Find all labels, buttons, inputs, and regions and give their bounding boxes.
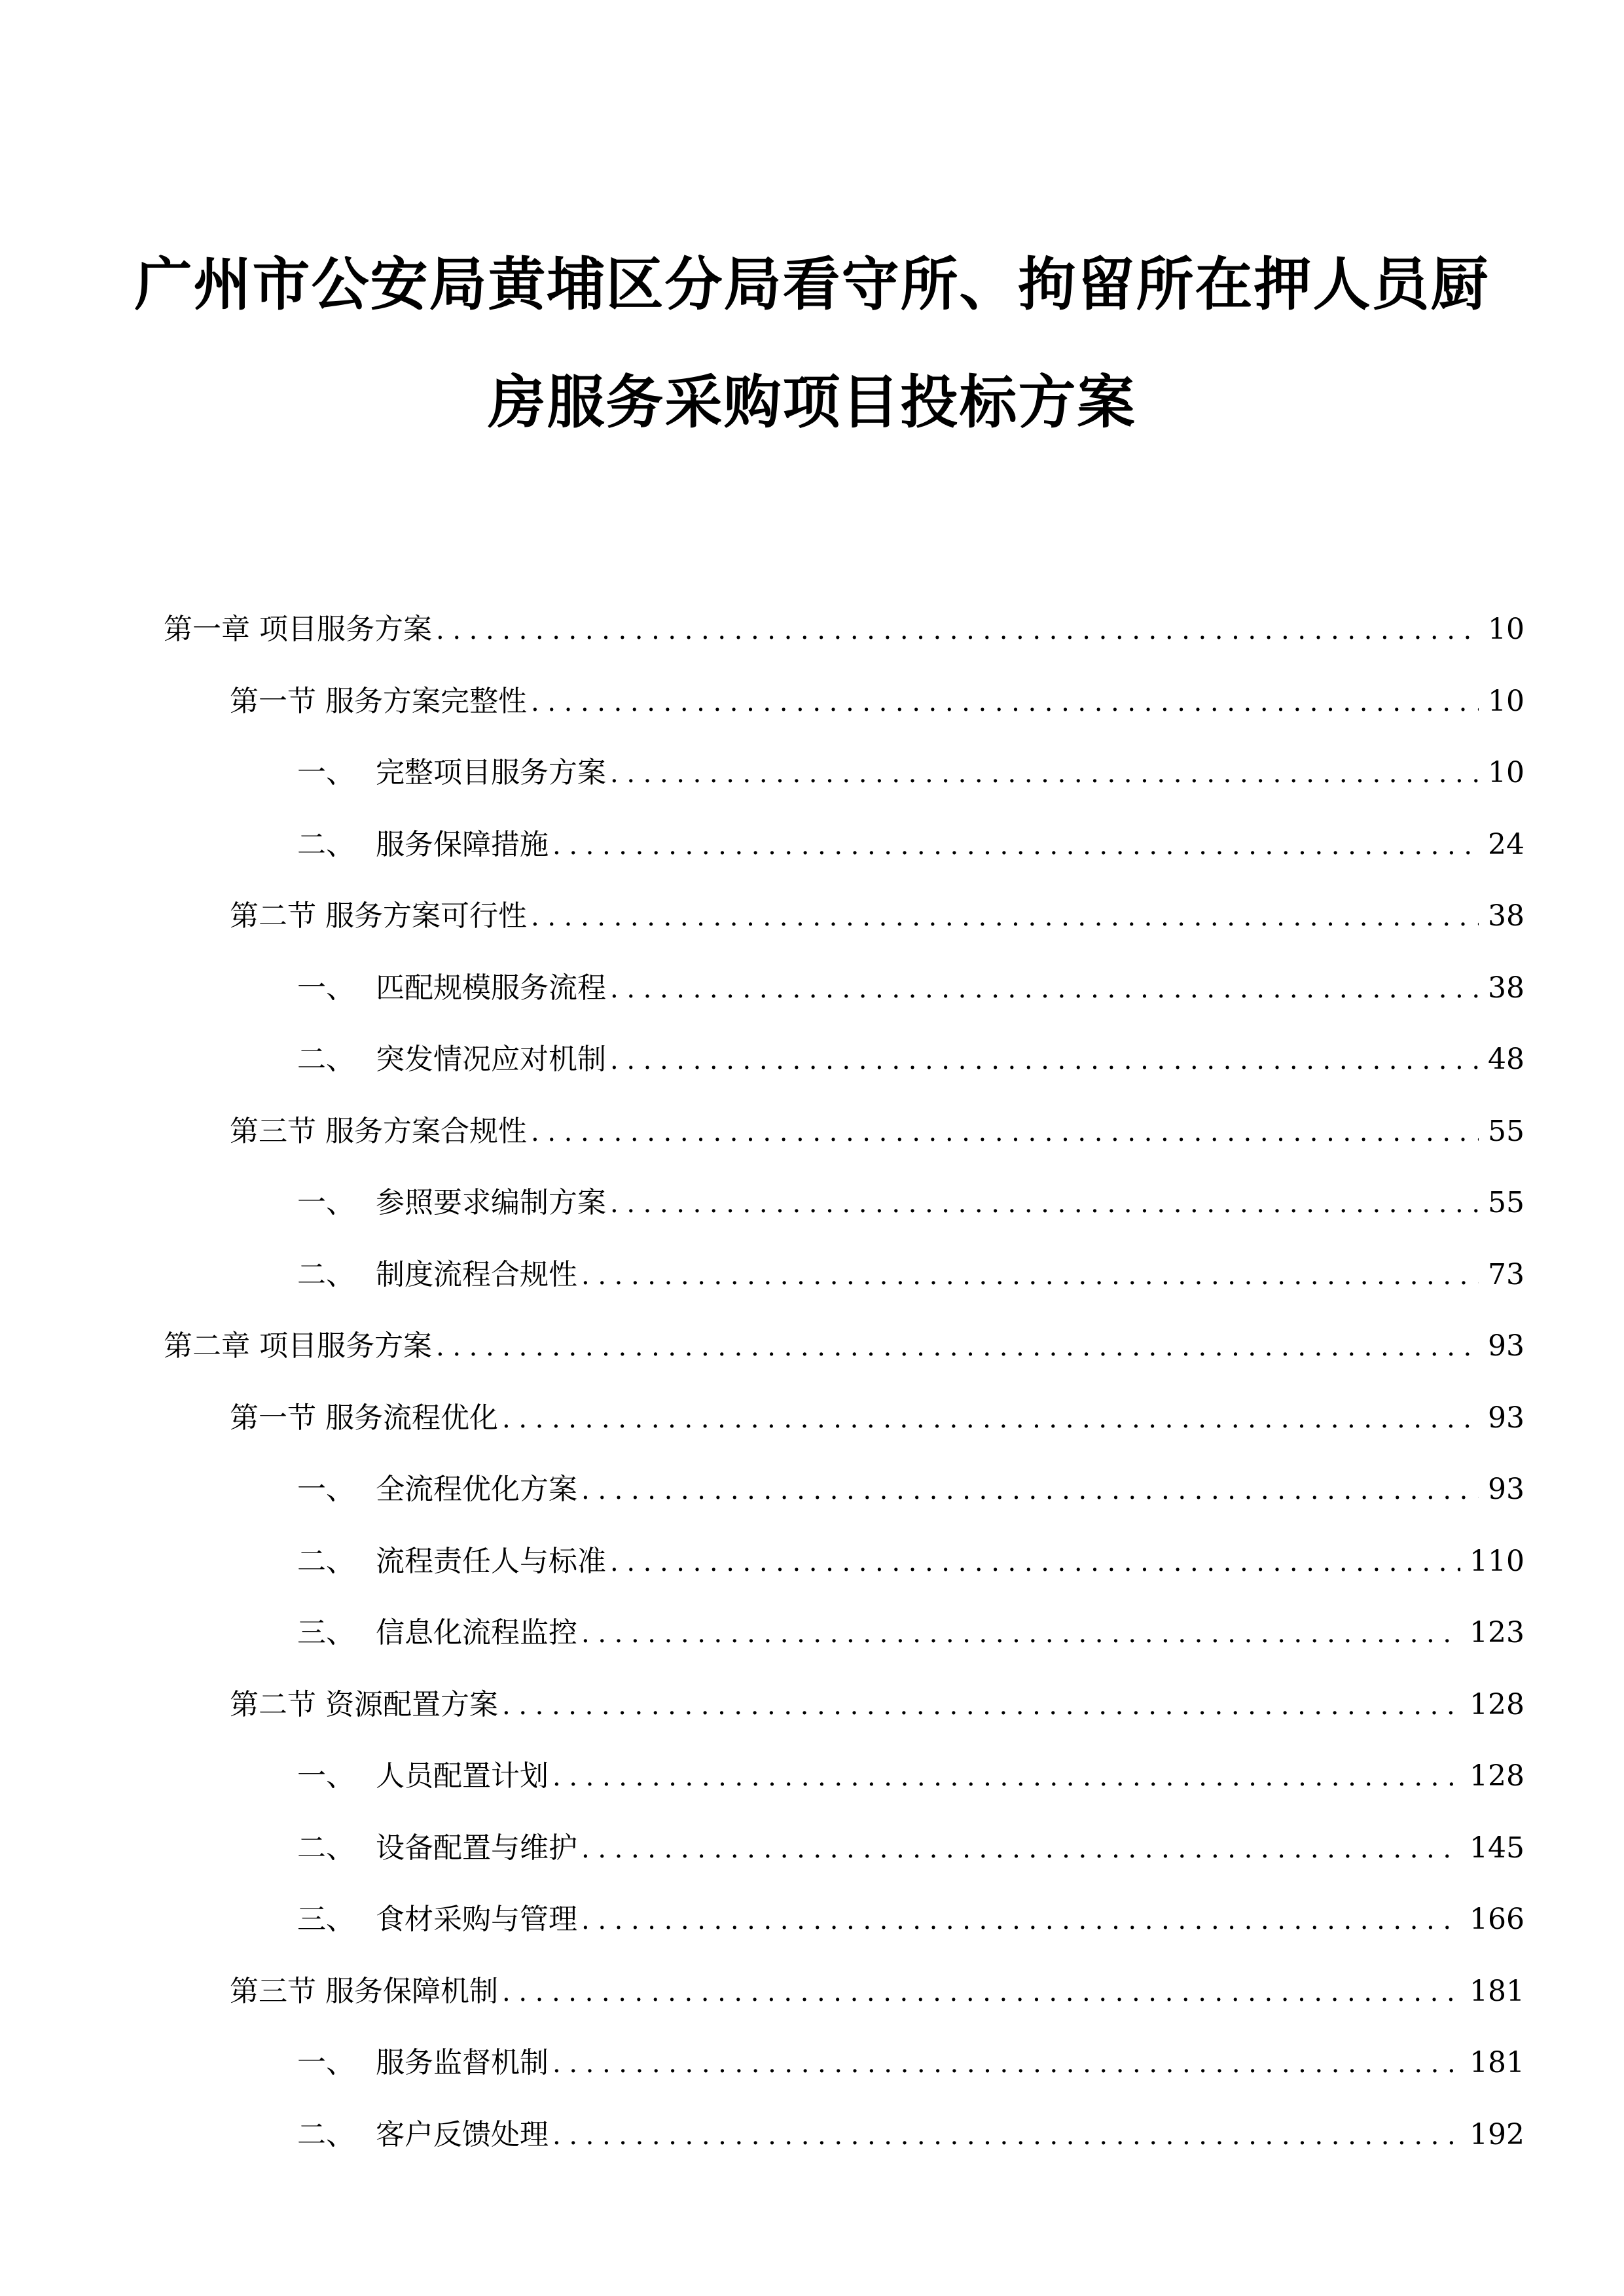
- toc-entry-title: 完整项目服务方案: [376, 756, 606, 789]
- dot-leader: [610, 759, 1479, 789]
- dot-leader: [610, 1547, 1460, 1577]
- toc-entry-title: 制度流程合规性: [376, 1257, 577, 1291]
- toc-entry-title: 信息化流程监控: [376, 1616, 577, 1649]
- toc-entry-number: 第一节: [230, 1401, 316, 1435]
- toc-entry[interactable]: [297, 1179, 1525, 1218]
- toc-entry-title: 食材采购与管理: [376, 1903, 577, 1936]
- dot-leader: [502, 1404, 1479, 1434]
- toc-entry-page-number: 48: [1488, 1043, 1525, 1076]
- toc-entry-page-number: 38: [1488, 971, 1525, 1005]
- toc-entry[interactable]: [297, 964, 1525, 1003]
- dot-leader: [610, 1189, 1479, 1219]
- toc-entry-number: 第一节: [230, 684, 316, 718]
- toc-entry-title: 服务保障措施: [376, 827, 549, 861]
- dot-leader: [531, 1117, 1479, 1147]
- toc-entry-number: 二、: [297, 1544, 355, 1578]
- toc-entry[interactable]: [230, 1107, 1525, 1147]
- dot-leader: [581, 1261, 1479, 1291]
- dot-leader: [610, 1045, 1479, 1075]
- toc-entry-page-number: 128: [1470, 1759, 1525, 1793]
- toc-entry-page-number: 145: [1470, 1831, 1525, 1865]
- dot-leader: [581, 1905, 1460, 1935]
- toc-entry-page-number: 10: [1488, 613, 1525, 646]
- toc-entry-number: 二、: [297, 1257, 355, 1291]
- toc-entry[interactable]: [297, 1752, 1525, 1791]
- toc-entry[interactable]: [164, 605, 1525, 645]
- toc-entry[interactable]: [230, 1681, 1525, 1720]
- toc-entry-page-number: 10: [1488, 684, 1525, 718]
- toc-entry-page-number: 38: [1488, 899, 1525, 933]
- toc-entry-number: 二、: [297, 827, 355, 861]
- toc-entry-title: 资源配置方案: [325, 1687, 498, 1721]
- toc-entry[interactable]: [297, 2111, 1525, 2150]
- dot-leader: [436, 1332, 1479, 1362]
- toc-entry-number: 第二节: [230, 899, 316, 933]
- toc-entry-number: 一、: [297, 1186, 355, 1219]
- toc-entry-page-number: 73: [1488, 1257, 1525, 1291]
- toc-entry-page-number: 10: [1488, 756, 1525, 789]
- toc-entry-number: 第一章: [164, 613, 250, 646]
- toc-entry-number: 第二节: [230, 1687, 316, 1721]
- toc-entry[interactable]: [297, 821, 1525, 860]
- toc-entry-number: 一、: [297, 756, 355, 789]
- toc-entry-number: 一、: [297, 2046, 355, 2079]
- toc-entry-number: 第二章: [164, 1329, 250, 1363]
- toc-entry-number: 三、: [297, 1616, 355, 1649]
- toc-entry[interactable]: [297, 1465, 1525, 1505]
- toc-entry[interactable]: [297, 2039, 1525, 2078]
- toc-entry-page-number: 24: [1488, 827, 1525, 861]
- toc-entry[interactable]: [297, 1895, 1525, 1935]
- toc-entry[interactable]: [230, 1394, 1525, 1433]
- toc-entry-number: 二、: [297, 2117, 355, 2151]
- toc-entry-title: 项目服务方案: [259, 1329, 432, 1363]
- toc-entry-number: 第三节: [230, 1114, 316, 1148]
- dot-leader: [531, 902, 1479, 932]
- toc-entry-title: 项目服务方案: [259, 613, 432, 646]
- toc-entry-page-number: 55: [1488, 1186, 1525, 1219]
- dot-leader: [502, 1977, 1460, 2007]
- dot-leader: [436, 615, 1479, 645]
- toc-entry[interactable]: [230, 892, 1525, 931]
- toc-entry-number: 第三节: [230, 1974, 316, 2008]
- toc-entry-title: 参照要求编制方案: [376, 1186, 606, 1219]
- dot-leader: [531, 687, 1479, 717]
- toc-entry[interactable]: [297, 1537, 1525, 1577]
- document-title-line-1: 广州市公安局黄埔区分局看守所、拘留所在押人员厨: [134, 251, 1490, 318]
- dot-leader: [610, 974, 1479, 1004]
- toc-entry[interactable]: [297, 749, 1525, 788]
- dot-leader: [581, 1834, 1460, 1864]
- toc-entry-number: 一、: [297, 1759, 355, 1793]
- toc-entry-page-number: 110: [1470, 1544, 1525, 1578]
- document-title-line-2: 房服务采购项目投标方案: [488, 368, 1136, 436]
- dot-leader: [502, 1691, 1460, 1721]
- toc-entry-page-number: 128: [1470, 1687, 1525, 1721]
- dot-leader: [552, 2049, 1460, 2079]
- toc-entry-page-number: 192: [1470, 2117, 1525, 2151]
- dot-leader: [552, 2121, 1460, 2151]
- toc-entry-page-number: 181: [1470, 1974, 1525, 2008]
- toc-entry-title: 服务监督机制: [376, 2046, 549, 2079]
- toc-entry-title: 服务方案完整性: [325, 684, 527, 718]
- toc-entry-title: 服务方案合规性: [325, 1114, 527, 1148]
- toc-entry-title: 流程责任人与标准: [376, 1544, 606, 1578]
- toc-entry-title: 服务方案可行性: [325, 899, 527, 933]
- toc-entry-page-number: 123: [1470, 1616, 1525, 1649]
- toc-entry-title: 设备配置与维护: [376, 1831, 577, 1865]
- toc-entry-number: 二、: [297, 1831, 355, 1865]
- toc-entry[interactable]: [297, 1609, 1525, 1648]
- toc-entry[interactable]: [230, 677, 1525, 717]
- toc-entry-page-number: 55: [1488, 1114, 1525, 1148]
- toc-entry-page-number: 93: [1488, 1473, 1525, 1506]
- toc-entry[interactable]: [164, 1322, 1525, 1361]
- toc-entry[interactable]: [297, 1035, 1525, 1075]
- toc-entry-title: 突发情况应对机制: [376, 1043, 606, 1076]
- toc-entry-number: 二、: [297, 1043, 355, 1076]
- toc-entry[interactable]: [297, 1824, 1525, 1863]
- toc-entry-number: 一、: [297, 1473, 355, 1506]
- toc-entry-number: 一、: [297, 971, 355, 1005]
- dot-leader: [581, 1475, 1479, 1505]
- toc-entry-page-number: 166: [1470, 1903, 1525, 1936]
- toc-entry-page-number: 181: [1470, 2046, 1525, 2079]
- toc-entry[interactable]: [297, 1251, 1525, 1290]
- toc-entry-title: 人员配置计划: [376, 1759, 549, 1793]
- dot-leader: [552, 1762, 1460, 1792]
- toc-entry-number: 三、: [297, 1903, 355, 1936]
- toc-entry[interactable]: [230, 1967, 1525, 2007]
- toc-entry-title: 服务流程优化: [325, 1401, 498, 1435]
- toc-entry-title: 客户反馈处理: [376, 2117, 549, 2151]
- toc-entry-title: 匹配规模服务流程: [376, 971, 606, 1005]
- dot-leader: [552, 831, 1479, 861]
- toc-entry-title: 全流程优化方案: [376, 1473, 577, 1506]
- dot-leader: [581, 1619, 1460, 1649]
- toc-entry-title: 服务保障机制: [325, 1974, 498, 2008]
- toc-entry-page-number: 93: [1488, 1329, 1525, 1363]
- toc-entry-page-number: 93: [1488, 1401, 1525, 1435]
